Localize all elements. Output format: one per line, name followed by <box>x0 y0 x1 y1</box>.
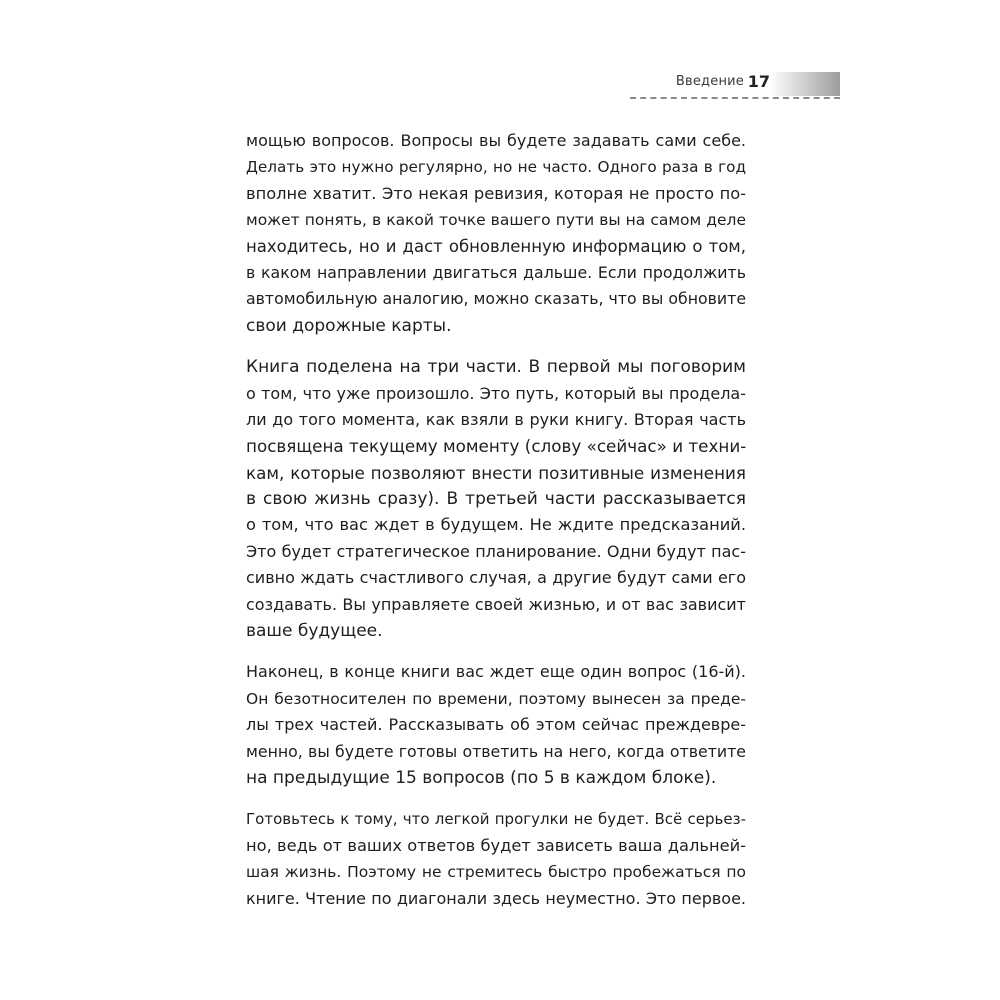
text-line: автомобильную аналогию, можно сказать, что вы обновите <box>246 289 747 309</box>
paragraph-2 <box>246 354 746 644</box>
text-line: в свою жизнь сразу). В третьей части рассказывается <box>246 489 746 510</box>
header-dashed-rule <box>630 97 840 99</box>
paragraph-1 <box>246 128 746 339</box>
text-line: лы трех частей. Рассказывать об этом сейчас преждевре- <box>246 715 746 735</box>
text-line: ли до того момента, как взяли в руки книгу. Вторая часть <box>246 409 746 429</box>
text-line: кам, которые позволяют внести позитивные изменения <box>246 462 746 483</box>
text-line: сивно ждать счастливого случая, а другие будут сами его <box>246 568 746 588</box>
text-line: Он безотносителен по времени, поэтому вынесен за преде- <box>246 689 746 708</box>
text-line: находитесь, но и даст обновленную информацию о том, <box>246 236 746 256</box>
text-line: о том, что вас ждет в будущем. Не ждите предсказаний. <box>246 515 746 535</box>
paragraph-4 <box>246 806 746 912</box>
text-line: на предыдущие 15 вопросов (по 5 в каждом блоке). <box>246 767 717 788</box>
running-header <box>630 72 840 96</box>
text-line: о том, что уже произошло. Это путь, который вы продела- <box>246 383 746 403</box>
text-line: шая жизнь. Поэтому не стремитесь быстро пробежаться по <box>246 863 746 882</box>
text-line: Это будет стратегическое планирование. Одни будут пас- <box>246 541 746 561</box>
text-line: в каком направлении двигаться дальше. Если продолжить <box>246 262 746 282</box>
text-line: создавать. Вы управляете своей жизнью, и от вас зависит <box>246 594 746 614</box>
text-line: мощью вопросов. Вопросы вы будете задавать сами себе. <box>246 131 746 150</box>
body-text <box>246 128 746 927</box>
text-line: Делать это нужно регулярно, но не часто. Одного раза в год <box>246 158 746 177</box>
text-line: Наконец, в конце книги вас ждет еще один вопрос (16-й). <box>246 662 746 682</box>
header-gradient-tab <box>770 72 840 96</box>
section-title: Введение <box>675 74 744 89</box>
text-line: может понять, в какой точке вашего пути вы на самом деле <box>246 211 746 230</box>
text-line: свои дорожные карты. <box>246 315 452 336</box>
text-line: вполне хватит. Это некая ревизия, которая не просто по- <box>246 183 746 203</box>
text-line: Книга поделена на три части. В первой мы поговорим <box>246 357 746 378</box>
text-line: Готовьтесь к тому, что легкой прогулки не будет. Всё серьез- <box>246 810 746 829</box>
text-line: посвящена текущему моменту (слову «сейчас» и техни- <box>246 436 747 457</box>
paragraph-3 <box>246 659 746 791</box>
page-number: 17 <box>747 72 770 91</box>
text-line: менно, вы будете готовы ответить на него, когда ответите <box>246 741 746 761</box>
text-line: ваше будущее. <box>246 621 383 642</box>
text-line: книге. Чтение по диагонали здесь неуместно. Это первое. <box>246 888 746 908</box>
text-line: но, ведь от ваших ответов будет зависеть ваша дальней- <box>246 835 746 855</box>
